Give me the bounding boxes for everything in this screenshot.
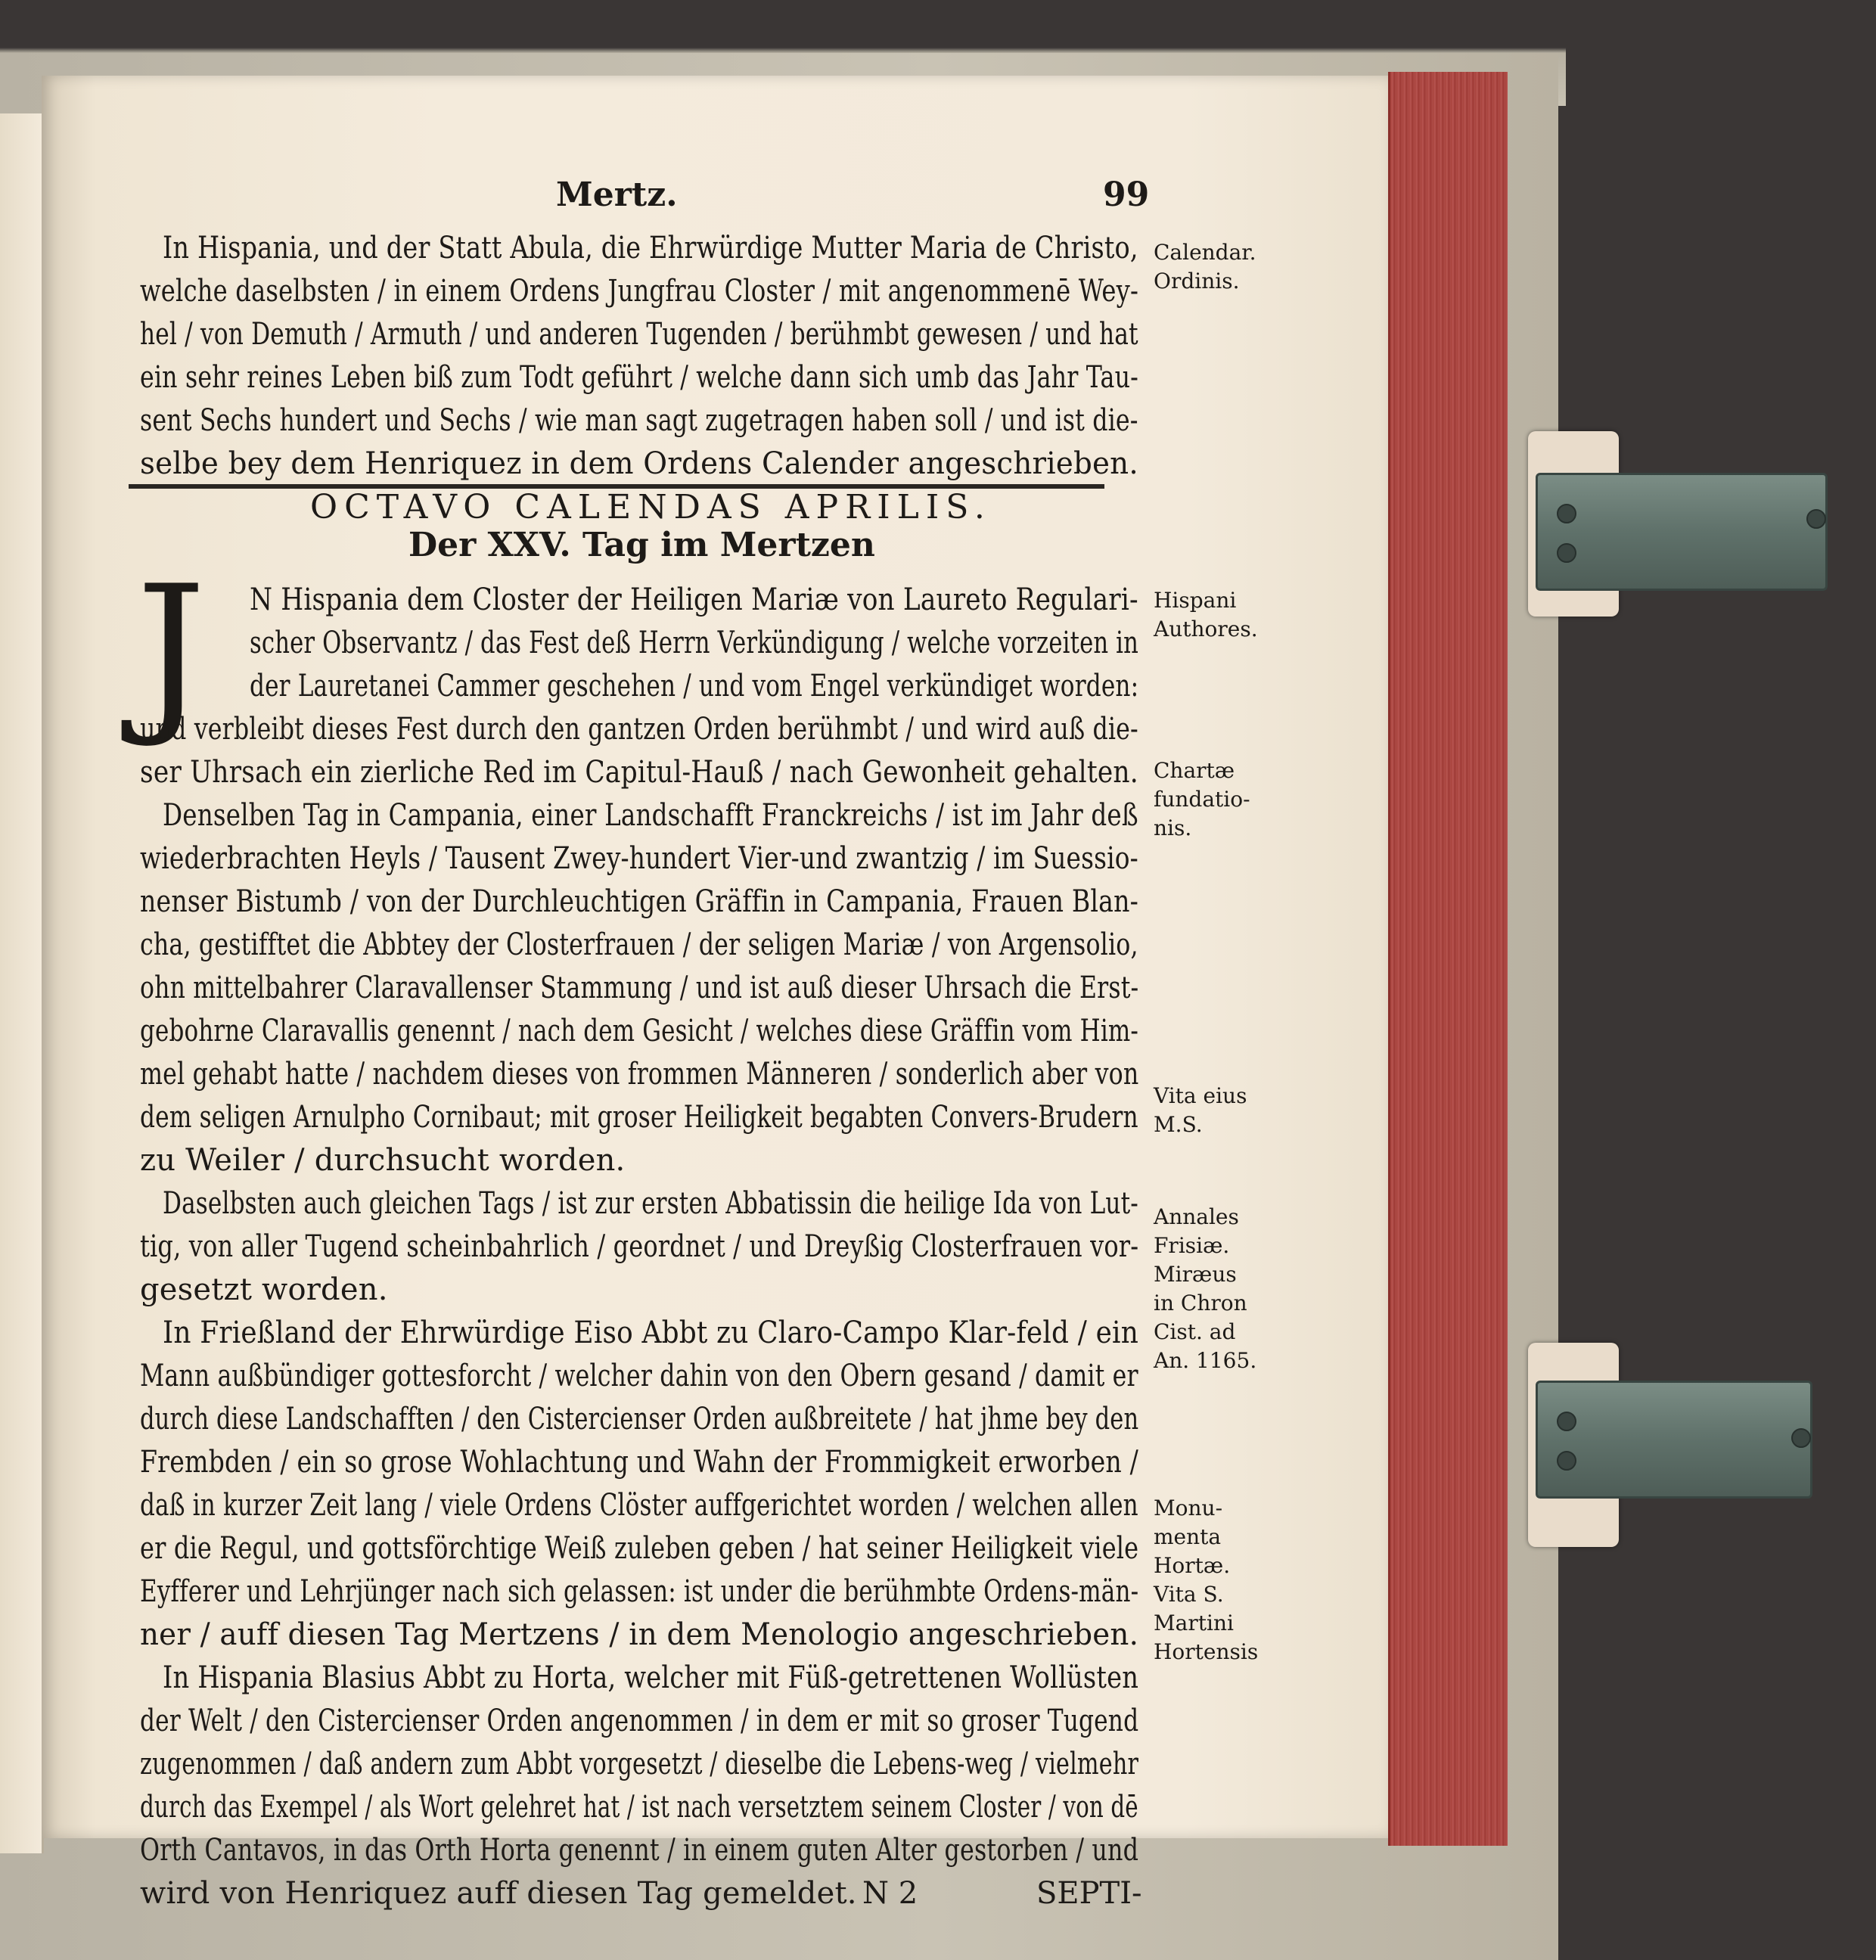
- text-line: nenser Bistumb / von der Durchleuchtigen Gräffin in Campania, Frauen Blan-: [140, 884, 1139, 919]
- upper-clasp[interactable]: [1536, 473, 1828, 591]
- text-line: In Hispania Blasius Abbt zu Horta, welcher mit Füß-getrettenen Wollüsten: [163, 1660, 1139, 1695]
- text-line: selbe bey dem Henriquez in dem Ordens Calender angeschrieben.: [140, 446, 1138, 481]
- text-line: cha, gestifftet die Abbtey der Closterfrauen / der seligen Mariæ / von Argensolio,: [140, 927, 1138, 962]
- text-line: ein sehr reines Leben biß zum Todt geführt / welche dann sich umb das Jahr Tau-: [140, 360, 1138, 395]
- margin-note: Hispani Authores.: [1154, 588, 1258, 641]
- running-head: Mertz.: [556, 175, 678, 214]
- text-line: scher Observantz / das Fest deß Herrn Verkündigung / welche vorzeiten in: [250, 626, 1139, 660]
- text-line: sent Sechs hundert und Sechs / wie man sagt zugetragen haben soll / und ist die-: [140, 403, 1138, 438]
- drop-cap: J: [136, 549, 207, 751]
- left-page-edge: [0, 113, 44, 1853]
- text-line: der Welt / den Cistercienser Orden angenommen / in dem er mit so groser Tugend: [140, 1704, 1139, 1738]
- text-line: welche daselbsten / in einem Ordens Jungfrau Closter / mit angenommenē Wey-: [140, 274, 1139, 309]
- text-line: durch diese Landschafften / den Cistercienser Orden außbreitete / hat jhme bey den: [140, 1402, 1139, 1437]
- rivet-icon: [1557, 504, 1576, 523]
- text-line: Orth Cantavos, in das Orth Horta genennt / in einem guten Alter gestorben / und: [140, 1833, 1139, 1868]
- text-line: ner / auff diesen Tag Mertzens / in dem Menologio angeschrieben.: [140, 1617, 1139, 1652]
- margin-note: Monu- menta Hortæ. Vita S. Martini Hortensis: [1154, 1496, 1259, 1664]
- margin-note: Vita eius M.S.: [1154, 1083, 1247, 1137]
- text-line: Eyfferer und Lehrjünger nach sich gelassen: ist under die berühmbte Ordens-män-: [140, 1574, 1139, 1609]
- margin-note: Calendar. Ordinis.: [1154, 240, 1256, 294]
- text-line: ohn mittelbahrer Claravallenser Stammung / und ist auß dieser Uhrsach die Erst-: [140, 971, 1139, 1005]
- text-line: und verbleibt dieses Fest durch den gantzen Orden berühmbt / und wird auß die-: [140, 712, 1138, 747]
- text-line: Mann außbündiger gottesforcht / welcher dahin von den Obern gesand / damit er: [140, 1359, 1138, 1393]
- text-line: zugenommen / daß andern zum Abbt vorgesetzt / dieselbe die Lebens-weg / vielmehr: [140, 1747, 1139, 1781]
- page-number: 99: [1103, 175, 1150, 214]
- text-line: In Hispania, und der Statt Abula, die Ehrwürdige Mutter Maria de Christo,: [163, 231, 1138, 266]
- text-line: daß in kurzer Zeit lang / viele Ordens Clöster auffgerichtet worden / welchen allen: [140, 1488, 1138, 1523]
- text-line: mel gehabt hatte / nachdem dieses von frommen Männeren / sonderlich aber von: [140, 1057, 1139, 1092]
- text-line: Frembden / ein so grose Wohlachtung und Wahn der Frommigkeit erworben /: [140, 1445, 1138, 1480]
- margin-note: Chartæ fundatio- nis.: [1154, 758, 1250, 840]
- text-line: gesetzt worden.: [140, 1272, 388, 1307]
- rivet-icon: [1791, 1428, 1811, 1448]
- text-line: gebohrne Claravallis genennt / nach dem Gesicht / welches diese Gräffin vom Him-: [140, 1014, 1139, 1048]
- text-line: der Lauretanei Cammer geschehen / und vom Engel verkündiget worden:: [250, 669, 1139, 704]
- rivet-icon: [1806, 509, 1826, 529]
- text-line: zu Weiler / durchsucht worden.: [140, 1143, 626, 1178]
- text-line: durch das Exempel / als Wort gelehret hat / ist nach versetztem seinem Closter / von dē: [140, 1790, 1138, 1825]
- catchword: SEPTI-: [1036, 1876, 1142, 1911]
- lower-clasp[interactable]: [1536, 1381, 1812, 1499]
- section-subtitle: Der XXV. Tag im Mertzen: [408, 526, 875, 564]
- text-line: hel / von Demuth / Armuth / und anderen Tugenden / berühmbt gewesen / und hat: [140, 317, 1138, 352]
- section-title: OCTAVO CALENDAS APRILIS.: [310, 488, 992, 526]
- rivet-icon: [1557, 1412, 1576, 1431]
- text-line: Daselbsten auch gleichen Tags / ist zur ersten Abbatissin die heilige Ida von Lut-: [163, 1186, 1138, 1221]
- text-line: wird von Henriquez auff diesen Tag gemeldet.: [140, 1876, 857, 1911]
- text-line: ser Uhrsach ein zierliche Red im Capitul-Hauß / nach Gewonheit gehalten.: [140, 755, 1138, 790]
- text-line: er die Regul, und gottsförchtige Weiß zuleben geben / hat seiner Heiligkeit viele: [140, 1531, 1139, 1566]
- text-line: In Frießland der Ehrwürdige Eiso Abbt zu Claro-Campo Klar-feld / ein: [163, 1315, 1139, 1350]
- signature-mark: N 2: [862, 1876, 918, 1911]
- text-line: wiederbrachten Heyls / Tausent Zwey-hundert Vier-und zwantzig / im Suessio-: [140, 841, 1138, 876]
- text-line: tig, von aller Tugend scheinbahrlich / geordnet / und Dreyßig Closterfrauen vor-: [140, 1229, 1139, 1264]
- text-line: dem seligen Arnulpho Cornibaut; mit groser Heiligkeit begabten Convers-Brudern: [140, 1100, 1138, 1135]
- red-fore-edge: [1388, 72, 1508, 1846]
- text-line: Denselben Tag in Campania, einer Landschafft Franckreichs / ist im Jahr deß: [163, 798, 1138, 833]
- margin-note: Annales Frisiæ. Miræus in Chron Cist. ad An. 1165.: [1154, 1204, 1257, 1373]
- rivet-icon: [1557, 543, 1576, 563]
- text-line: N Hispania dem Closter der Heiligen Mariæ von Laureto Regulari-: [250, 582, 1138, 617]
- rivet-icon: [1557, 1451, 1576, 1471]
